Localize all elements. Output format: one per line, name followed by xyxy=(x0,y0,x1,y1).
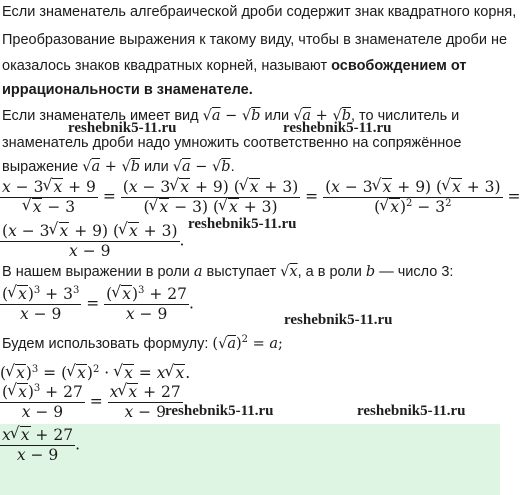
rule-line-2: знаменатель дроби надо умножить соответственно на сопряжённое xyxy=(2,135,462,151)
roles-text-2: выступает xyxy=(202,264,281,280)
equation-sum-of-cubes: $\frac{(√ x)^3 + 3^3}{x - 9}$ = $\frac{(√ x)^3 + 27}{x - 9}$ . xyxy=(0,285,194,324)
roles-var-b: b xyxy=(365,264,376,280)
formula-note-line xyxy=(2,334,283,354)
intro-bold-term: освобождением от xyxy=(331,58,467,74)
fraction-simplified-denominator: $\frac{(x - 3√ x + 9) (√ x + 3)}{x - 9}$ xyxy=(0,222,180,261)
rule-or-2: или xyxy=(140,159,173,175)
formula-sqrt-a-squared: $(√a)^2 = a$; xyxy=(212,334,283,352)
fraction-subst-right: $\frac{x√ x + 27}{x - 9}$ xyxy=(108,383,183,422)
rule-text-1: Если знаменатель имеет вид xyxy=(2,108,203,124)
fraction-answer: $\frac{x√ x + 27}{x - 9}$ xyxy=(0,426,75,465)
rule-text-2: , то числитель и xyxy=(350,108,460,124)
intro-line-4: иррациональности в знаменателе. xyxy=(2,82,253,98)
watermark: reshebnik5-11.ru xyxy=(188,216,297,232)
fraction-cubes-left: $\frac{(√ x)^3 + 3^3}{x - 9}$ xyxy=(0,285,81,324)
intro-line-3 xyxy=(2,56,467,76)
watermark: reshebnik5-11.ru xyxy=(283,120,392,136)
expr-sqrt-a-plus-sqrt-b: √a + √b xyxy=(293,108,351,124)
expr-conj-plus: √a + √b xyxy=(82,159,141,175)
fraction-cubes-right: $\frac{(√ x)^3 + 27}{x - 9}$ xyxy=(104,285,189,324)
rule-text-end: . xyxy=(230,159,235,175)
intro-line-2: Преобразование выражения к такому виду, чтобы в знаменателе дроби не xyxy=(2,32,508,48)
watermark: reshebnik5-11.ru xyxy=(357,403,466,419)
rule-or-1: или xyxy=(260,108,294,124)
fraction-subst-left: $\frac{(√ x)^3 + 27}{x - 9}$ xyxy=(0,383,85,422)
intro-line-3-text: оказалось знаков квадратных корней, называют xyxy=(2,58,332,74)
equation-substitution: $\frac{(√ x)^3 + 27}{x - 9}$ = $\frac{x√ x + 27}{x - 9}$ xyxy=(0,383,183,422)
fraction-original: x − 3√ x + 9 √ x − 3 xyxy=(0,178,98,217)
watermark: reshebnik5-11.ru xyxy=(165,403,274,419)
expr-conj-minus: √a − √b xyxy=(172,159,231,175)
equation-conjugate-multiplication: x − 3√ x + 9 √ x − 3 = $\frac{(x - 3√ x + 9) (√ x + 3)}{(√ x - 3) (√ x + 3)}$ = $\frac{(x - 3√ x + 9) (√ x + 3)}{(√ x)^2 - 3^2}$ = xyxy=(0,178,521,217)
roles-var-a: a xyxy=(193,264,203,280)
answer-fraction: $\frac{x√ x + 27}{x - 9}$ . xyxy=(0,426,80,465)
watermark: reshebnik5-11.ru xyxy=(284,312,393,328)
roles-text-3: , а в роли xyxy=(297,264,366,280)
rule-text-3: выражение xyxy=(2,159,83,175)
expr-sqrt-a-minus-sqrt-b: √a − √b xyxy=(202,108,261,124)
equation-result-fraction: $\frac{(x - 3√ x + 9) (√ x + 3)}{x - 9}$ . xyxy=(0,222,184,261)
roles-text-4: — число 3: xyxy=(375,264,454,280)
equation-cube-expansion: (√ x)$^3$ = (√ x)$^2$ · √ x = x√ x. xyxy=(0,364,190,382)
roles-text-1: В нашем выражении в роли xyxy=(2,264,194,280)
rule-line-3 xyxy=(2,157,235,177)
intro-line-1: Если знаменатель алгебраической дроби содержит знак квадратного корня, xyxy=(2,4,517,20)
fraction-multiplied: $\frac{(x - 3√ x + 9) (√ x + 3)}{(√ x - 3) (√ x + 3)}$ xyxy=(121,178,301,217)
roles-line xyxy=(2,262,453,282)
watermark: reshebnik5-11.ru xyxy=(68,120,177,136)
fraction-difference-of-squares: $\frac{(x - 3√ x + 9) (√ x + 3)}{(√ x)^2 - 3^2}$ xyxy=(323,178,503,217)
expr-sqrt-x: √x xyxy=(280,264,298,280)
formula-note-text: Будем использовать формулу: xyxy=(2,336,213,352)
